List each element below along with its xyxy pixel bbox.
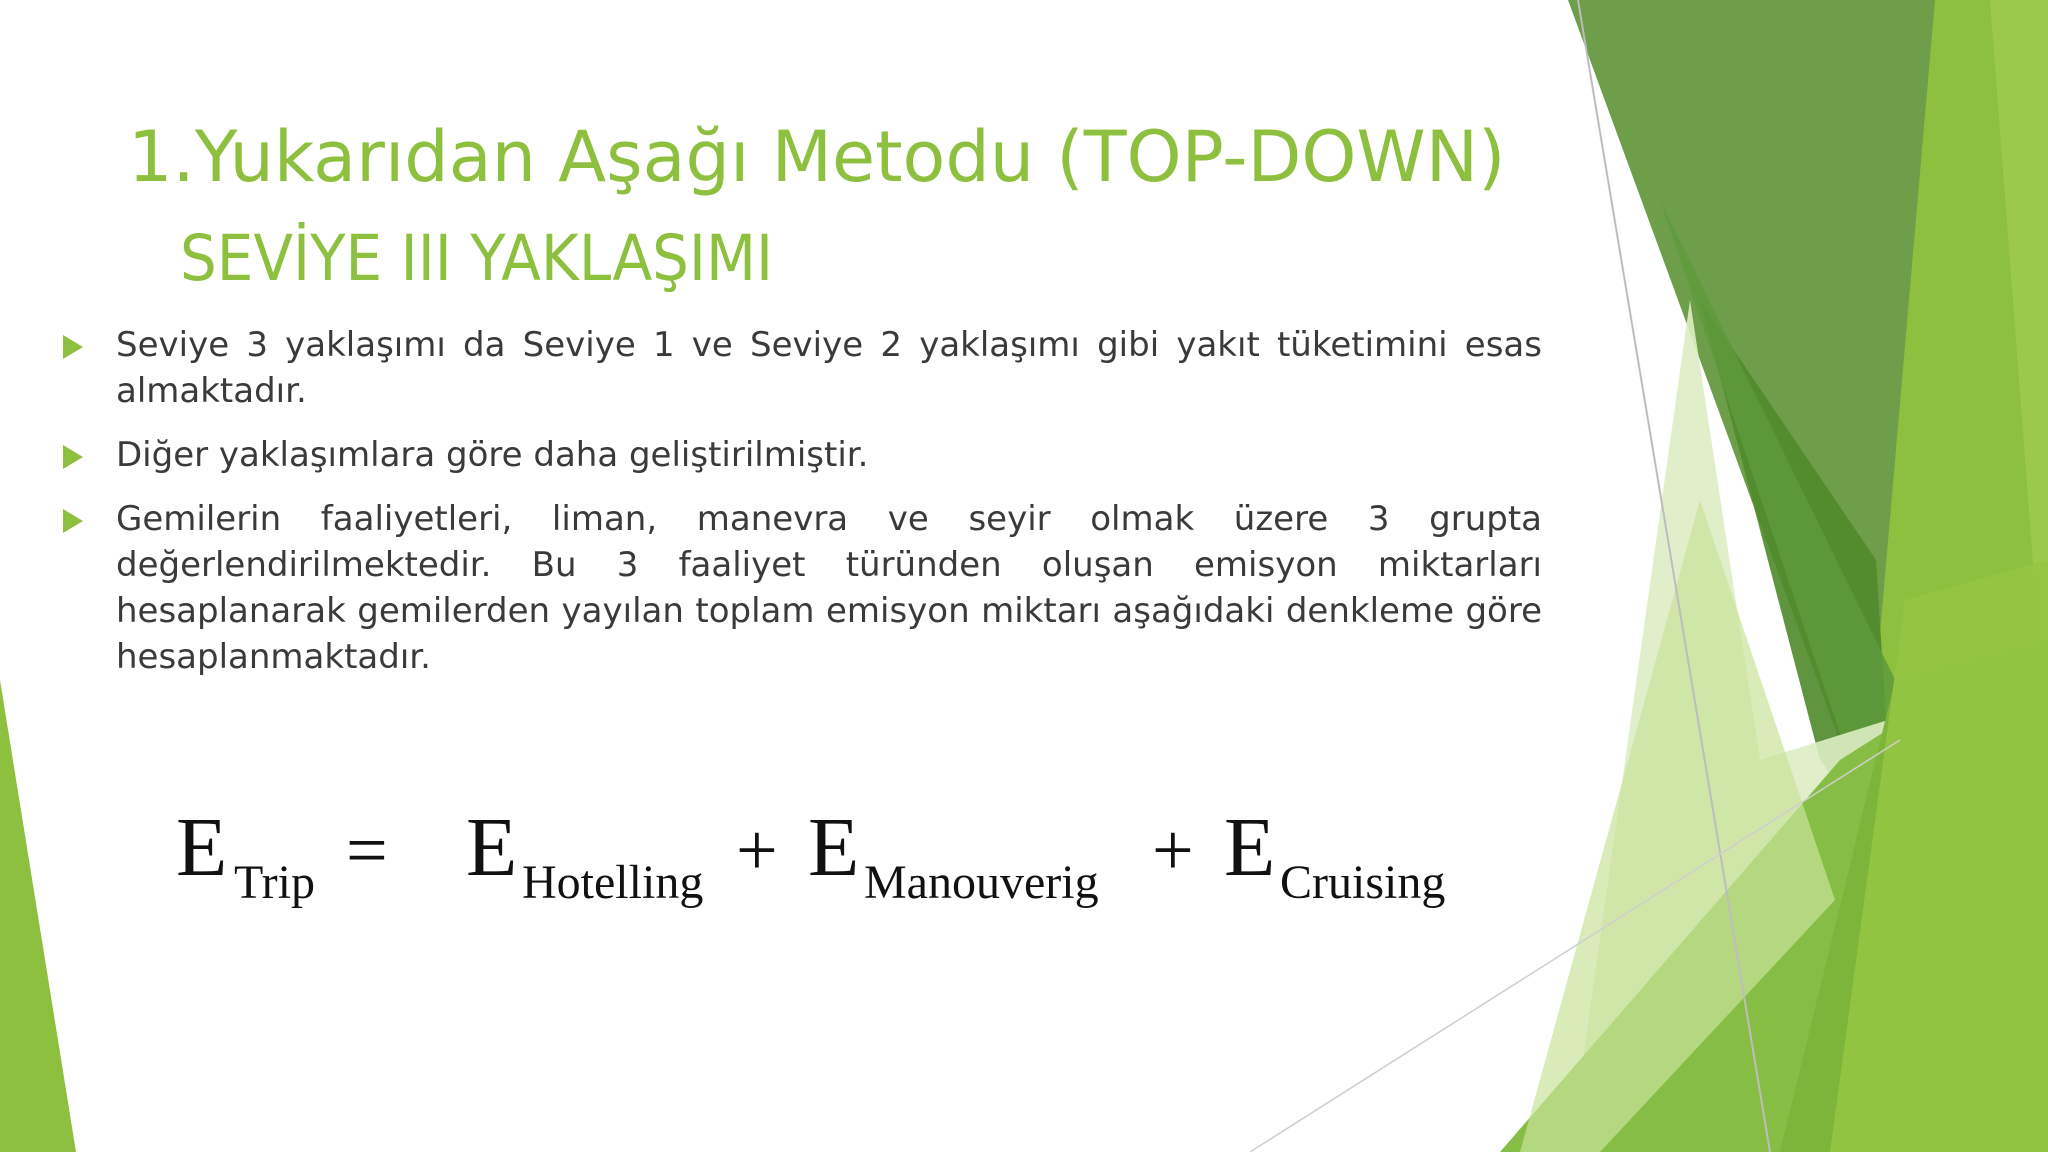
left-green-sliver (0, 680, 76, 1152)
bullet-text: Gemilerin faaliyetleri, liman, manevra ve seyir olmak üzere 3 grupta değerlendirilmektedir. Bu 3 faaliyet türünden oluşan emisyon miktarları hesaplanarak gemilerden yayılan toplam emisyon miktarı aşağıdaki denkleme göre hesaplanmaktadır. (116, 499, 1542, 677)
slide-title: 1.Yukarıdan Aşağı Metodu (TOP-DOWN) (128, 116, 1506, 198)
bullet-item (58, 496, 1542, 680)
equation-term-subscript: Manouverig (864, 856, 1099, 909)
equation-lhs-subscript: Trip (234, 856, 315, 909)
equation-term-symbol: E (808, 801, 860, 894)
bullet-list (58, 322, 1542, 698)
equation-term-subscript: Hotelling (522, 856, 704, 909)
bullet-text: Diğer yaklaşımlara göre daha geliştirilmiştir. (116, 435, 869, 475)
bullet-item (58, 432, 1542, 478)
equation-term-subscript: Cruising (1280, 856, 1446, 909)
equation-plus: + (1152, 810, 1194, 892)
bullet-item (58, 322, 1542, 414)
emission-equation (176, 790, 1496, 930)
equation-term-symbol: E (466, 801, 518, 894)
triangle-bullet-icon (63, 445, 83, 469)
slide-subtitle: SEVİYE III YAKLAŞIMI (180, 222, 774, 295)
equation-equals: = (346, 810, 388, 892)
triangle-bullet-icon (63, 335, 83, 359)
equation-lhs-symbol: E (176, 801, 228, 894)
equation-term-symbol: E (1224, 801, 1276, 894)
bullet-text: Seviye 3 yaklaşımı da Seviye 1 ve Seviye 2 yaklaşımı gibi yakıt tüketimini esas almaktadır. (116, 325, 1542, 411)
equation-plus: + (736, 810, 778, 892)
triangle-bullet-icon (63, 509, 83, 533)
